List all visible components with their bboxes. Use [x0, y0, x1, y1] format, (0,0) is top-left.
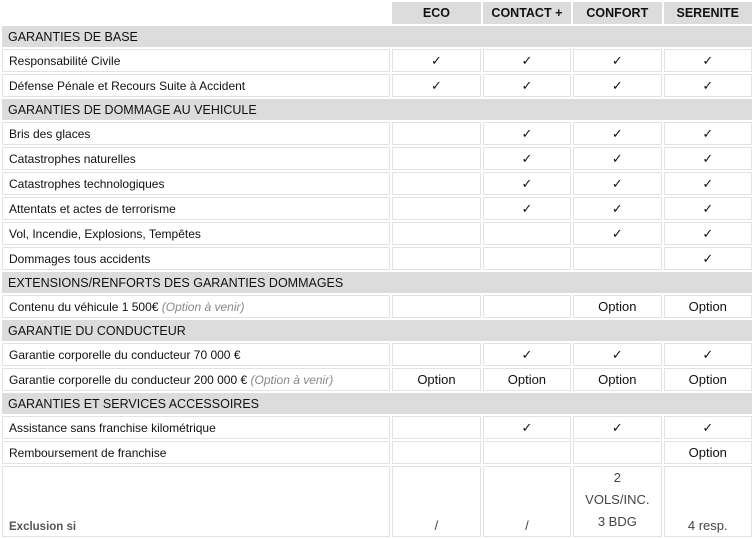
cell-serenite: Option: [664, 441, 752, 464]
cell-confort: Option: [573, 368, 661, 391]
row-label-cell: [2, 368, 390, 391]
cell-contact: Option: [483, 368, 571, 391]
cell-eco: [392, 197, 480, 220]
check-icon-contact: ✓: [483, 122, 571, 145]
section-header-row: [2, 26, 752, 47]
cell-contact: [483, 222, 571, 245]
row-label: Assistance sans franchise kilométrique: [9, 420, 216, 435]
exclusion-eco: /: [392, 466, 480, 537]
cell-eco: [392, 441, 480, 464]
header-row: [2, 2, 752, 24]
check-icon-contact: ✓: [483, 197, 571, 220]
section-header-row: [2, 272, 752, 293]
table-row: [2, 368, 752, 391]
row-label-cell: [2, 416, 390, 439]
cell-eco: [392, 343, 480, 366]
row-label: Dommages tous accidents: [9, 251, 151, 266]
row-label-cell: [2, 122, 390, 145]
table-row: [2, 74, 752, 97]
check-icon-serenite: ✓: [664, 147, 752, 170]
row-label: Garantie corporelle du conducteur 200 000 €: [9, 372, 248, 387]
check-icon-serenite: ✓: [664, 172, 752, 195]
row-label: Catastrophes naturelles: [9, 151, 136, 166]
check-icon-serenite: ✓: [664, 222, 752, 245]
cell-confort: [573, 247, 661, 270]
row-label: Vol, Incendie, Explosions, Tempêtes: [9, 226, 201, 241]
row-label: Responsabilité Civile: [9, 53, 121, 68]
cell-eco: [392, 147, 480, 170]
check-icon-eco: ✓: [392, 49, 480, 72]
check-icon-serenite: ✓: [664, 247, 752, 270]
check-icon-confort: ✓: [573, 172, 661, 195]
table-row: [2, 416, 752, 439]
check-icon-serenite: ✓: [664, 197, 752, 220]
row-label-cell: [2, 172, 390, 195]
check-icon-confort: ✓: [573, 74, 661, 97]
exclusion-label: Exclusion si: [2, 466, 390, 537]
table-body: [2, 26, 752, 464]
cell-eco: [392, 416, 480, 439]
section-header-row: [2, 393, 752, 414]
section-title: GARANTIES DE DOMMAGE AU VEHICULE: [2, 99, 752, 120]
section-title: GARANTIE DU CONDUCTEUR: [2, 320, 752, 341]
check-icon-contact: ✓: [483, 147, 571, 170]
check-icon-contact: ✓: [483, 416, 571, 439]
exclusion-confort-line2: 3 BDG: [597, 514, 637, 529]
row-label: Attentats et actes de terrorisme: [9, 201, 176, 216]
table-row: [2, 295, 752, 318]
table-row: [2, 222, 752, 245]
row-label: Défense Pénale et Recours Suite à Accident: [9, 78, 246, 93]
cell-contact: [483, 247, 571, 270]
exclusion-confort-line1: 2 VOLS/INC.: [585, 470, 650, 507]
check-icon-serenite: ✓: [664, 416, 752, 439]
row-label-cell: [2, 49, 390, 72]
cell-eco: [392, 247, 480, 270]
row-label-cell: [2, 441, 390, 464]
check-icon-confort: ✓: [573, 49, 661, 72]
row-label-cell: [2, 295, 390, 318]
table-row: [2, 247, 752, 270]
check-icon-eco: ✓: [392, 74, 480, 97]
row-label: Garantie corporelle du conducteur 70 000 €: [9, 347, 241, 362]
header-blank-cell: [2, 2, 390, 24]
check-icon-serenite: ✓: [664, 49, 752, 72]
row-label-cell: [2, 222, 390, 245]
check-icon-contact: ✓: [483, 74, 571, 97]
cell-serenite: Option: [664, 368, 752, 391]
exclusion-row: [2, 466, 752, 537]
column-header-contact: CONTACT +: [483, 2, 571, 24]
section-title: EXTENSIONS/RENFORTS DES GARANTIES DOMMAGES: [2, 272, 752, 293]
row-label: Remboursement de franchise: [9, 445, 167, 460]
cell-serenite: Option: [664, 295, 752, 318]
row-label-cell: [2, 343, 390, 366]
exclusion-contact: /: [483, 466, 571, 537]
table-row: [2, 343, 752, 366]
cell-eco: [392, 222, 480, 245]
table-row: [2, 197, 752, 220]
cell-eco: [392, 295, 480, 318]
row-option-note: (Option à venir): [250, 372, 334, 387]
column-header-confort: CONFORT: [573, 2, 661, 24]
row-option-note: (Option à venir): [161, 299, 245, 314]
cell-contact: [483, 295, 571, 318]
cell-eco: [392, 122, 480, 145]
row-label-cell: [2, 197, 390, 220]
table-row: [2, 49, 752, 72]
row-label: Bris des glaces: [9, 126, 91, 141]
section-header-row: [2, 320, 752, 341]
check-icon-serenite: ✓: [664, 343, 752, 366]
check-icon-confort: ✓: [573, 416, 661, 439]
row-label-cell: [2, 247, 390, 270]
check-icon-confort: ✓: [573, 197, 661, 220]
section-header-row: [2, 99, 752, 120]
check-icon-serenite: ✓: [664, 122, 752, 145]
check-icon-confort: ✓: [573, 343, 661, 366]
check-icon-serenite: ✓: [664, 74, 752, 97]
cell-eco: Option: [392, 368, 480, 391]
cell-confort: [573, 441, 661, 464]
table-row: [2, 441, 752, 464]
section-title: GARANTIES ET SERVICES ACCESSOIRES: [2, 393, 752, 414]
cell-eco: [392, 172, 480, 195]
table-row: [2, 122, 752, 145]
check-icon-contact: ✓: [483, 343, 571, 366]
row-label: Catastrophes technologiques: [9, 176, 165, 191]
column-header-eco: ECO: [392, 2, 480, 24]
row-label-cell: [2, 147, 390, 170]
table-row: [2, 147, 752, 170]
exclusion-serenite: 4 resp.: [664, 466, 752, 537]
row-label-cell: [2, 74, 390, 97]
cell-contact: [483, 441, 571, 464]
exclusion-confort: [573, 466, 661, 537]
check-icon-confort: ✓: [573, 122, 661, 145]
row-label: Contenu du véhicule 1 500€: [9, 299, 159, 314]
section-title: GARANTIES DE BASE: [2, 26, 752, 47]
check-icon-contact: ✓: [483, 172, 571, 195]
check-icon-contact: ✓: [483, 49, 571, 72]
cell-confort: Option: [573, 295, 661, 318]
check-icon-confort: ✓: [573, 147, 661, 170]
column-header-serenite: SERENITE: [664, 2, 752, 24]
table-row: [2, 172, 752, 195]
check-icon-confort: ✓: [573, 222, 661, 245]
